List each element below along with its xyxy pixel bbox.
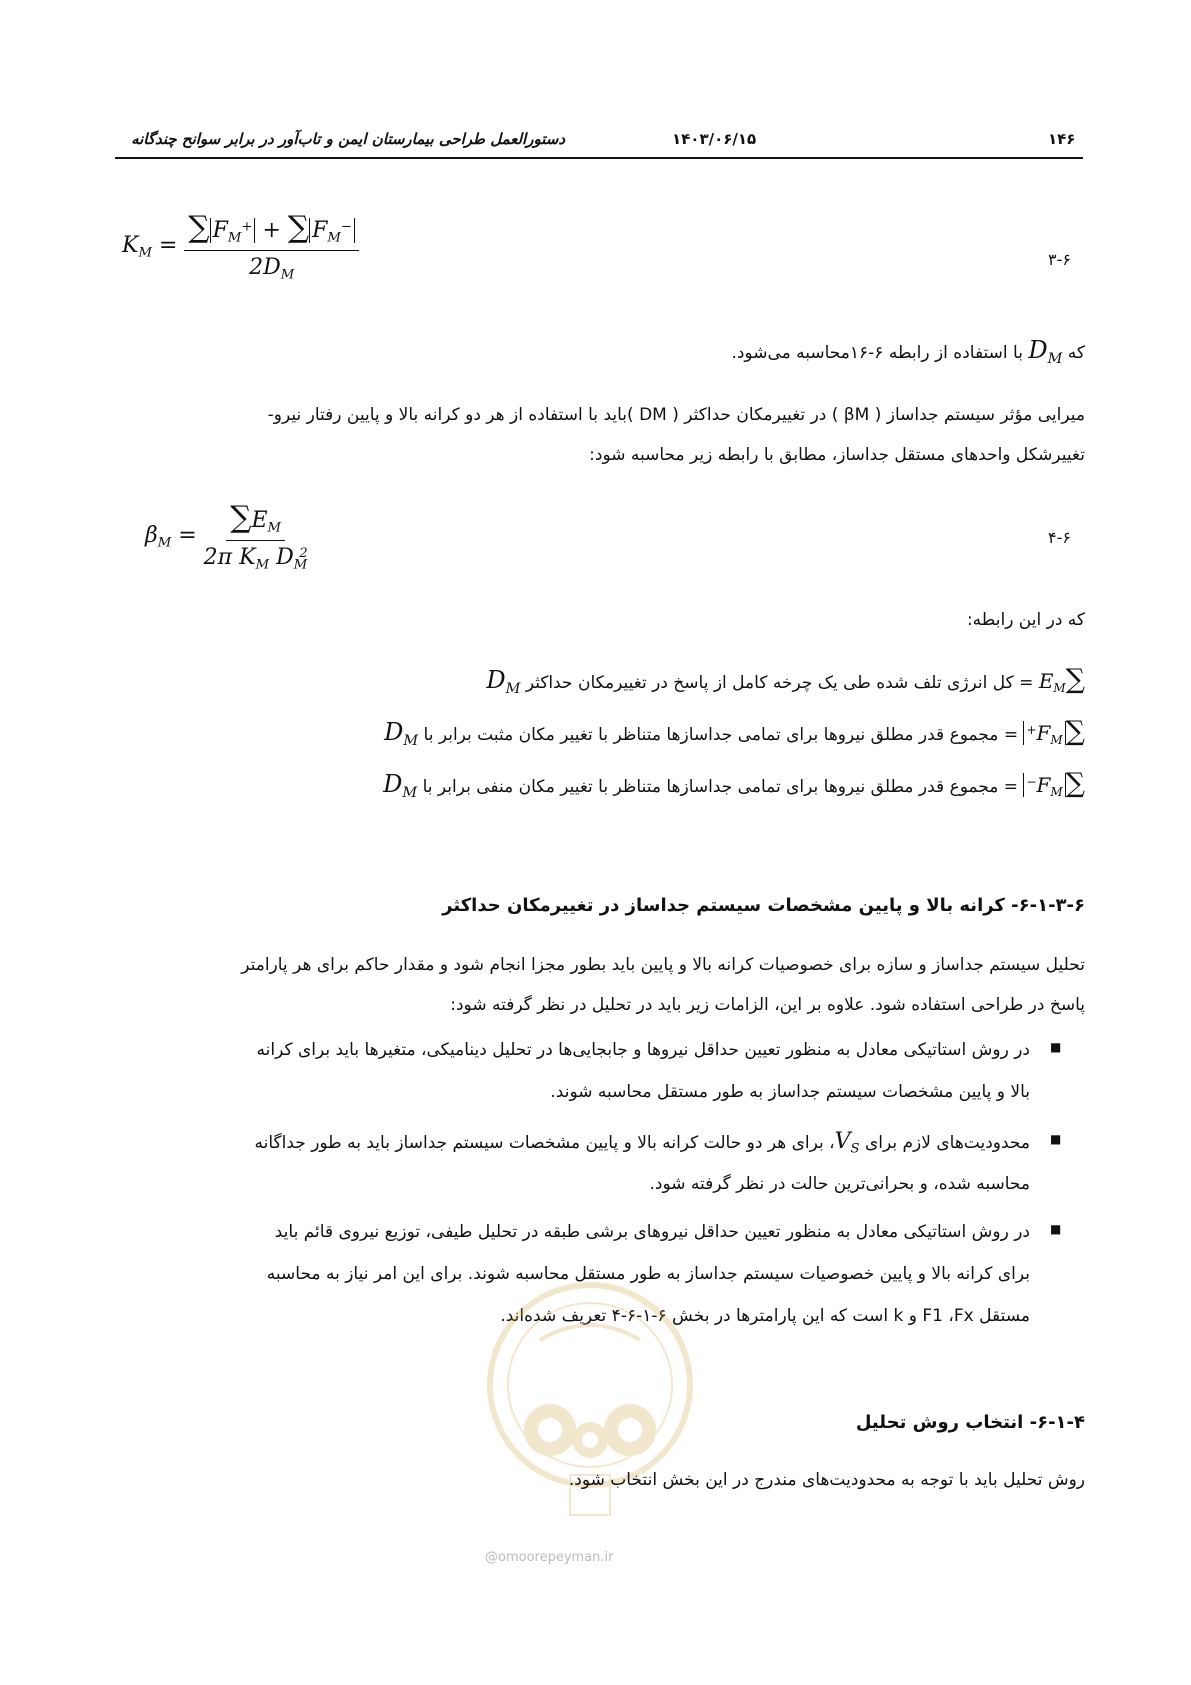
header-date: ۱۴۰۳/۰۶/۱۵ <box>672 130 757 148</box>
definition-energy: $\sum E_M$ = کل انرژی تلف شده طی یک چرخه کامل از پاسخ در تغییرمکان حداکثر $D_M$ <box>486 664 1085 698</box>
bullet-marker: ■ <box>1050 1040 1062 1054</box>
bullet3-line2: برای کرانه بالا و پایین خصوصیات سیستم جداساز به طور مستقل محاسبه شوند. برای این امر نیاز به محاسبه <box>266 1264 1030 1284</box>
bullet2-line1: محدودیت‌های لازم برای $V_S،$ برای هر دو حالت کرانه بالا و پایین مشخصات سیستم جداساز باید به طور جداگانه <box>254 1129 1030 1157</box>
eq2-number: ۴-۶ <box>1048 528 1071 547</box>
header-book-title: دستورالعمل طراحی بیمارستان ایمن و تاب‌آور در برابر سوانح چندگانه <box>131 130 565 148</box>
section-heading-bounds: ۶-۱-۳-۶- کرانه بالا و پایین مشخصات سیستم جداساز در تغییرمکان حداکثر <box>442 895 1085 916</box>
paragraph-where: که در این رابطه: <box>966 610 1085 630</box>
definition-negative-force: $\sum F_M^-$ = مجموع قدر مطلق نیروها برای تمامی جداسازها متناظر با تغییر مکان منفی برابر با $D_M$ <box>383 768 1085 802</box>
watermark-text: @omoorepeyman.ir <box>485 1550 614 1565</box>
eq1-fraction: $\frac{\sum F_M^+ + \sum F_M^-}{2D_M}$ <box>184 210 359 282</box>
section1-para-line2: پاسخ در طراحی استفاده شود. علاوه بر این، الزامات زیر باید در تحلیل در نظر گرفته شود: <box>450 995 1085 1015</box>
section1-para-line1: تحلیل سیستم جداساز و سازه برای خصوصیات کرانه بالا و پایین باید بطور مجزا انجام شود و مقدار حاکم برای هر پارامتر <box>241 955 1085 975</box>
bullet-marker: ■ <box>1050 1222 1062 1236</box>
bullet3-line1: در روش استاتیکی معادل به منظور تعیین حداقل نیروهای برشی طبقه در تحلیل طیفی، توزیع نیروی قائم باید <box>274 1222 1030 1242</box>
eq1-number: ۳-۶ <box>1048 250 1071 269</box>
paragraph-dm-reference: که $D_M$ با استفاده از رابطه ۶-۱۶محاسبه می‌شود. <box>731 336 1085 368</box>
section-heading-analysis-method: ۶-۱-۴- انتخاب روش تحلیل <box>855 1412 1085 1433</box>
bullet1-line1: در روش استاتیکی معادل به منظور تعیین حداقل نیروها و جابجایی‌ها در تحلیل دینامیکی، متغیرها باید برای کرانه <box>256 1040 1030 1060</box>
bullet-marker: ■ <box>1050 1132 1062 1146</box>
header-rule <box>115 157 1083 159</box>
bullet2-line2: محاسبه شده، و بحرانی‌ترین حالت در نظر گرفته شود. <box>649 1174 1030 1194</box>
eq1-lhs: $K_M$ <box>122 233 152 261</box>
eq2-fraction: $\frac{\sum E_M}{2\pi K_M D_M^2}$ <box>203 500 308 573</box>
header-page-number: ۱۴۶ <box>1048 130 1076 148</box>
bullet1-line2: بالا و پایین مشخصات سیستم جداساز به طور مستقل محاسبه شوند. <box>550 1082 1030 1102</box>
equation-3-6: $K_M$ = $\frac{\sum F_M^+ + \sum F_M^-}{2D_M}$ <box>122 210 359 282</box>
definition-positive-force: $\sum F_M^+$ = مجموع قدر مطلق نیروها برای تمامی جداسازها متناظر با تغییر مکان مثبت برابر با $D_M$ <box>384 716 1085 750</box>
paragraph-damping-line2: تغییرشکل واحدهای مستقل جداساز، مطابق با رابطه زیر محاسبه شود: <box>589 445 1085 465</box>
section2-paragraph: روش تحلیل باید با توجه به محدودیت‌های مندرج در این بخش انتخاب شود. <box>568 1470 1085 1490</box>
eq2-lhs: $\beta_M$ <box>145 523 172 551</box>
bullet3-line3: مستقل F1 ،Fx و k است که این پارامترها در بخش ۶-۱-۶-۴ تعریف شده‌اند. <box>500 1306 1030 1326</box>
paragraph-damping-line1: میرایی مؤثر سیستم جداساز ( βM ) در تغییرمکان حداکثر ( DM )باید با استفاده از هر دو کرانه بالا و پایین رفتار نیرو- <box>267 405 1085 425</box>
equation-4-6: $\beta_M$ = $\frac{\sum E_M}{2\pi K_M D_M^2}$ <box>145 500 308 573</box>
